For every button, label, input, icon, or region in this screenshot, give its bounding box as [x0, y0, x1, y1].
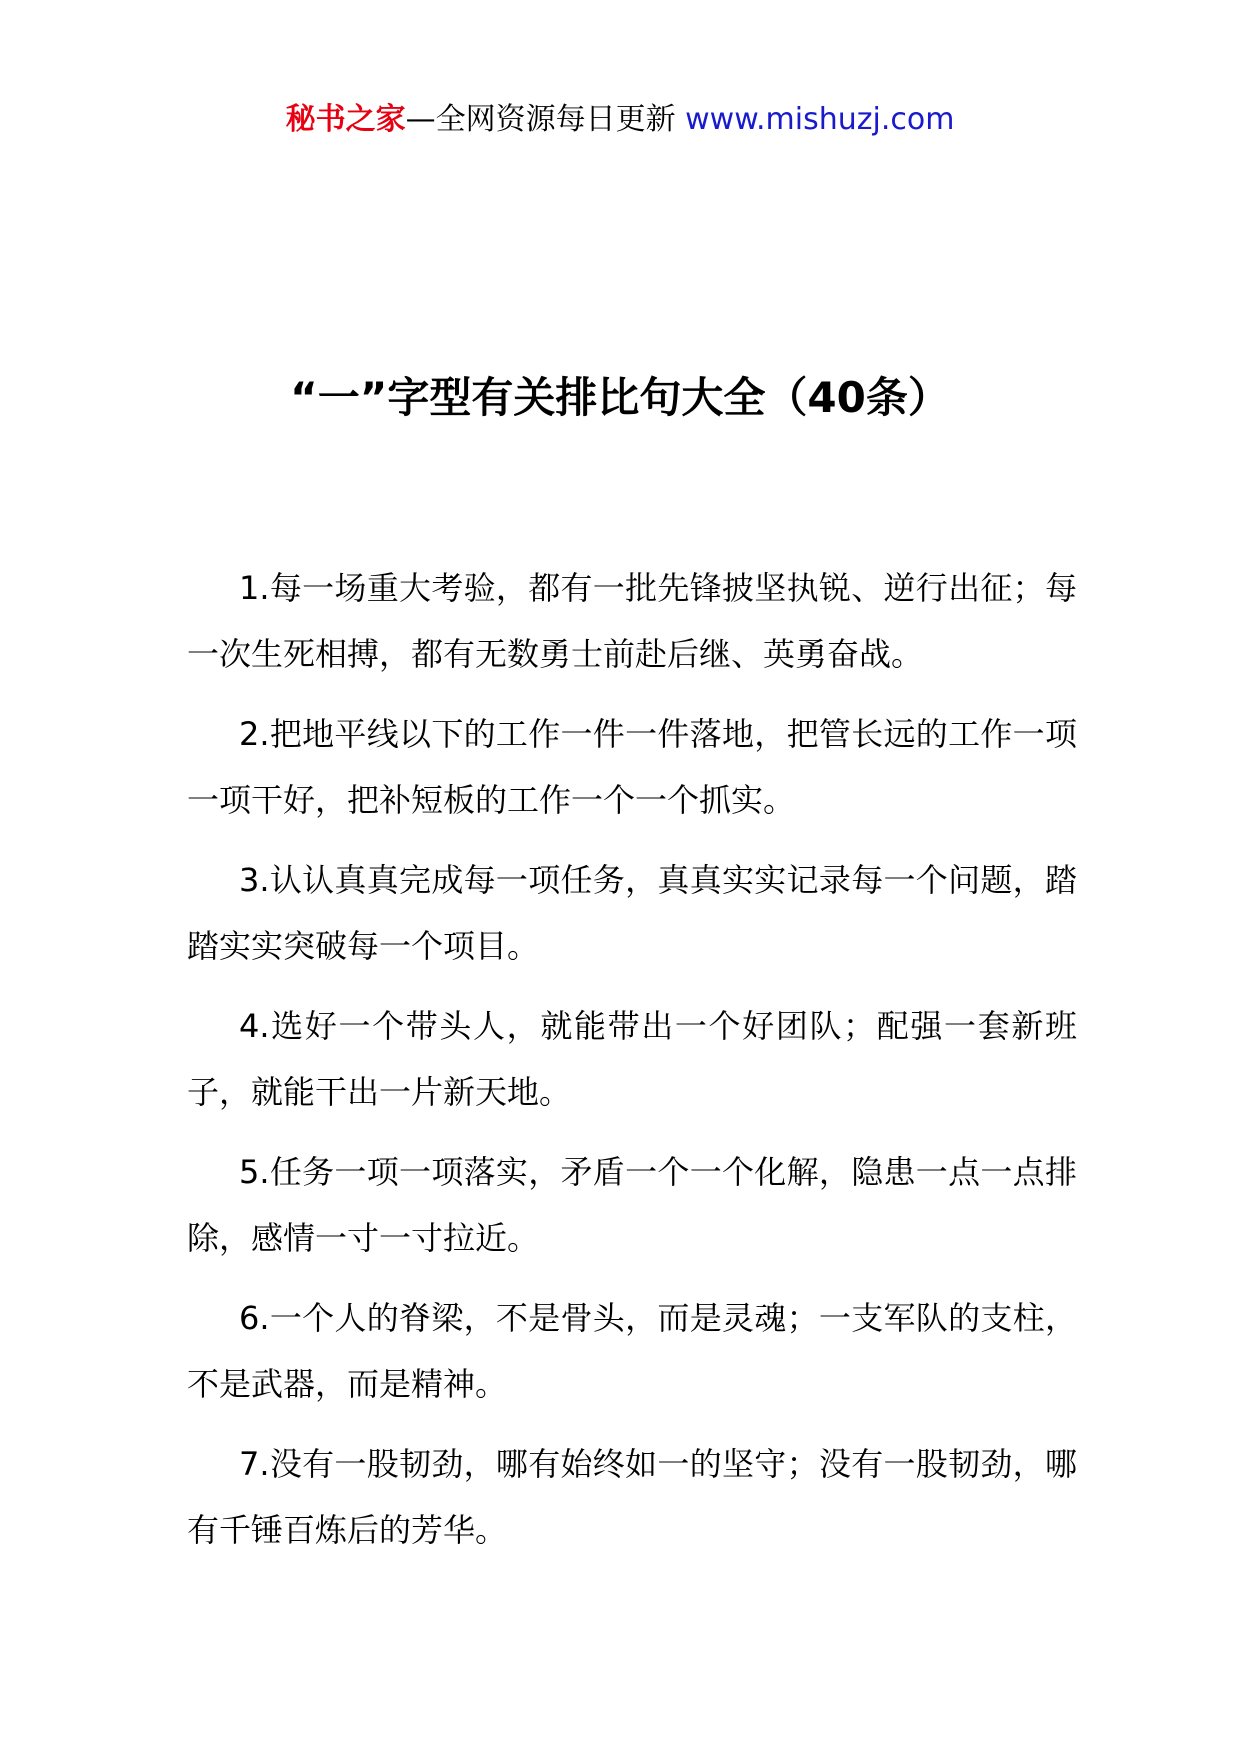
- site-header: [0, 100, 1240, 140]
- paragraph-6: 6.一个人的脊梁，不是骨头，而是灵魂；一支军队的支柱，不是武器，而是精神。: [187, 1299, 1077, 1403]
- site-slogan: —全网资源每日更新: [405, 102, 676, 137]
- document-body: [187, 555, 1077, 1577]
- document-title: “一”字型有关排比句大全（40条）: [290, 373, 950, 422]
- brand-name: 秘书之家: [285, 102, 406, 137]
- site-url-link[interactable]: www.mishuzj.com: [685, 102, 955, 137]
- paragraph-2: 2.把地平线以下的工作一件一件落地，把管长远的工作一项一项干好，把补短板的工作一个一个抓实。: [187, 715, 1077, 819]
- paragraph-5: 5.任务一项一项落实，矛盾一个一个化解，隐患一点一点排除，感情一寸一寸拉近。: [187, 1153, 1077, 1257]
- paragraph-1: 1.每一场重大考验，都有一批先锋披坚执锐、逆行出征；每一次生死相搏，都有无数勇士前赴后继、英勇奋战。: [187, 569, 1077, 673]
- paragraph-4: 4.选好一个带头人，就能带出一个好团队；配强一套新班子，就能干出一片新天地。: [187, 1007, 1077, 1111]
- paragraph-7: 7.没有一股韧劲，哪有始终如一的坚守；没有一股韧劲，哪有千锤百炼后的芳华。: [187, 1445, 1077, 1549]
- paragraph-3: 3.认认真真完成每一项任务，真真实实记录每一个问题，踏踏实实突破每一个项目。: [187, 861, 1077, 965]
